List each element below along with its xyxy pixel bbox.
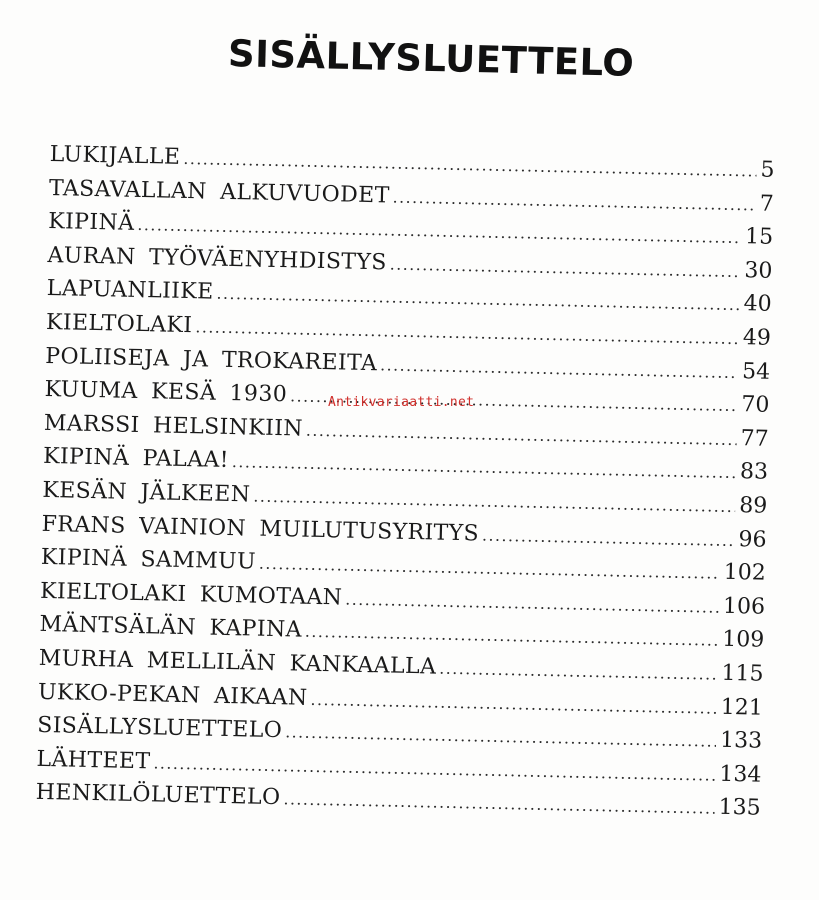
dot-leader	[439, 659, 718, 684]
toc-entry-page: 96	[738, 526, 767, 553]
toc-entry-label: UKKO-PEKAN AIKAAN	[37, 679, 308, 711]
toc-entry-label: MARSSI HELSINKIIN	[43, 410, 304, 442]
toc-entry-label: KIPINÄ PALAA!	[42, 444, 230, 474]
toc-entry-label: LUKIJALLE	[49, 142, 181, 170]
toc-entry-label: KIELTOLAKI KUMOTAAN	[39, 578, 343, 611]
toc-entry-label: KESÄN JÄLKEEN	[42, 477, 251, 508]
toc-entry-label: KIPINÄ	[47, 209, 135, 237]
dot-leader	[306, 420, 737, 448]
toc-entry-page: 134	[719, 761, 762, 788]
dot-leader	[283, 790, 715, 818]
dot-leader	[390, 254, 741, 281]
toc-entry-page: 89	[738, 493, 768, 519]
dot-leader	[380, 355, 738, 382]
dot-leader	[392, 187, 756, 214]
dot-leader	[310, 689, 717, 717]
toc-entry-page: 54	[741, 358, 771, 385]
dot-leader	[305, 622, 719, 650]
watermark: Antikvariaatti.net	[328, 395, 475, 410]
toc-entry-page: 102	[723, 559, 767, 586]
dot-leader	[232, 452, 736, 482]
toc-entry-label: LAPUANLIIKE	[46, 276, 214, 305]
toc-entry-page: 49	[742, 325, 772, 351]
toc-entry-page: 133	[719, 727, 763, 754]
toc-entry-page: 106	[722, 593, 766, 620]
toc-entry-page: 70	[741, 392, 770, 418]
toc-entry-label: HENKILÖLUETTELO	[35, 780, 281, 811]
toc-entry-label: KIPINÄ SAMMUU	[40, 545, 257, 575]
toc-entry-label: MURHA MELLILÄN KANKAALLA	[38, 645, 437, 680]
table-of-contents	[35, 142, 774, 830]
toc-entry-label: AURAN TYÖVÄENYHDISTYS	[47, 242, 388, 276]
toc-entry-page: 115	[721, 660, 764, 687]
dot-leader	[345, 589, 719, 616]
toc-entry-page: 5	[760, 157, 775, 183]
toc-entry-page: 83	[739, 459, 769, 486]
toc-entry-label: SISÄLLYSLUETTELO	[36, 712, 283, 744]
toc-entry-label: KUUMA KESÄ 1930	[44, 377, 288, 408]
toc-entry-label: MÄNTSÄLÄN KAPINA	[39, 612, 303, 643]
dot-leader	[285, 722, 716, 750]
toc-entry-page: 77	[740, 425, 769, 452]
toc-entry-page: 30	[744, 257, 773, 284]
toc-entry-page: 121	[720, 694, 764, 721]
dot-leader	[253, 486, 735, 516]
toc-entry-label: KIELTOLAKI	[45, 309, 193, 339]
dot-leader	[482, 525, 735, 550]
toc-entry-label: LÄHTEET	[36, 746, 151, 775]
toc-entry-label: TASAVALLAN ALKUVUODET	[48, 175, 390, 209]
dot-leader	[183, 149, 757, 181]
toc-entry-page: 109	[722, 627, 765, 654]
toc-entry-page: 15	[744, 224, 774, 250]
toc-entry-label: POLIISEJA JA TROKAREITA	[45, 343, 378, 376]
page-title: SISÄLLYSLUETTELO	[227, 32, 635, 85]
toc-entry-page: 135	[718, 795, 761, 821]
toc-entry-page: 40	[743, 291, 772, 318]
toc-entry-label: FRANS VAINION MUILUTUSYRITYS	[41, 511, 480, 546]
toc-entry-page: 7	[759, 191, 775, 217]
dot-leader	[259, 554, 720, 583]
